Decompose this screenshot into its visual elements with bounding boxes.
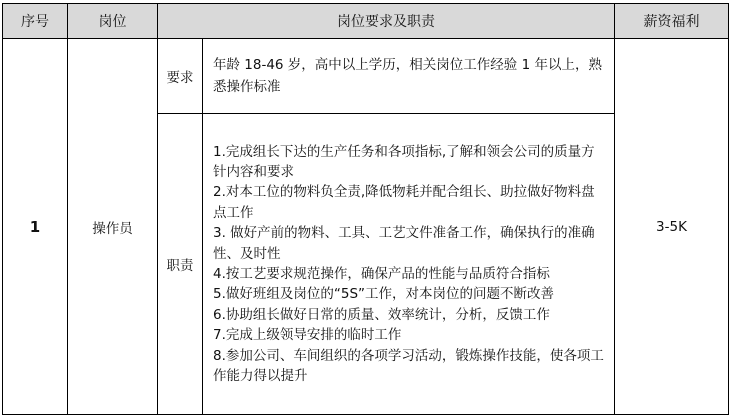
duty-item: 4.按工艺要求规范操作，确保产品的性能与品质符合指标	[213, 266, 550, 282]
duty-item: 5.做好班组及岗位的“5S”工作，对本岗位的问题不断改善	[213, 286, 555, 303]
header-row	[3, 4, 729, 39]
duty-item: 3. 做好产前的物料、工具、工艺文件准备工作，确保执行的准确性、及时性	[213, 225, 595, 262]
row-salary: 3-5K	[615, 39, 729, 415]
job-table	[2, 3, 729, 415]
header-position: 岗位	[68, 4, 158, 39]
duty-item: 2.对本工位的物料负全责,降低物耗并配合组长、助拉做好物料盘点工作	[213, 184, 595, 221]
duty-item: 7.完成上级领导安排的临时工作	[213, 327, 402, 344]
duty-item: 6.协助组长做好日常的质量、效率统计，分析，反馈工作	[213, 306, 550, 323]
header-salary: 薪资福利	[615, 4, 729, 39]
duty-item: 1.完成组长下达的生产任务和各项指标,了解和领会公司的质量方针内容和要求	[213, 143, 595, 180]
duty-label: 职责	[158, 114, 203, 415]
row-position: 操作员	[68, 39, 158, 415]
header-no: 序号	[3, 4, 68, 39]
table-row	[3, 39, 729, 114]
duty-list	[203, 114, 615, 415]
header-requirements-duties: 岗位要求及职责	[158, 4, 615, 39]
row-number: 1	[3, 39, 68, 415]
requirement-label: 要求	[158, 39, 203, 114]
requirement-text: 年龄 18-46 岁，高中以上学历，相关岗位工作经验 1 年以上，熟悉操作标准	[203, 39, 615, 114]
duty-item: 8.参加公司、车间组织的各项学习活动，锻炼操作技能，使各项工作能力得以提升	[213, 347, 604, 385]
